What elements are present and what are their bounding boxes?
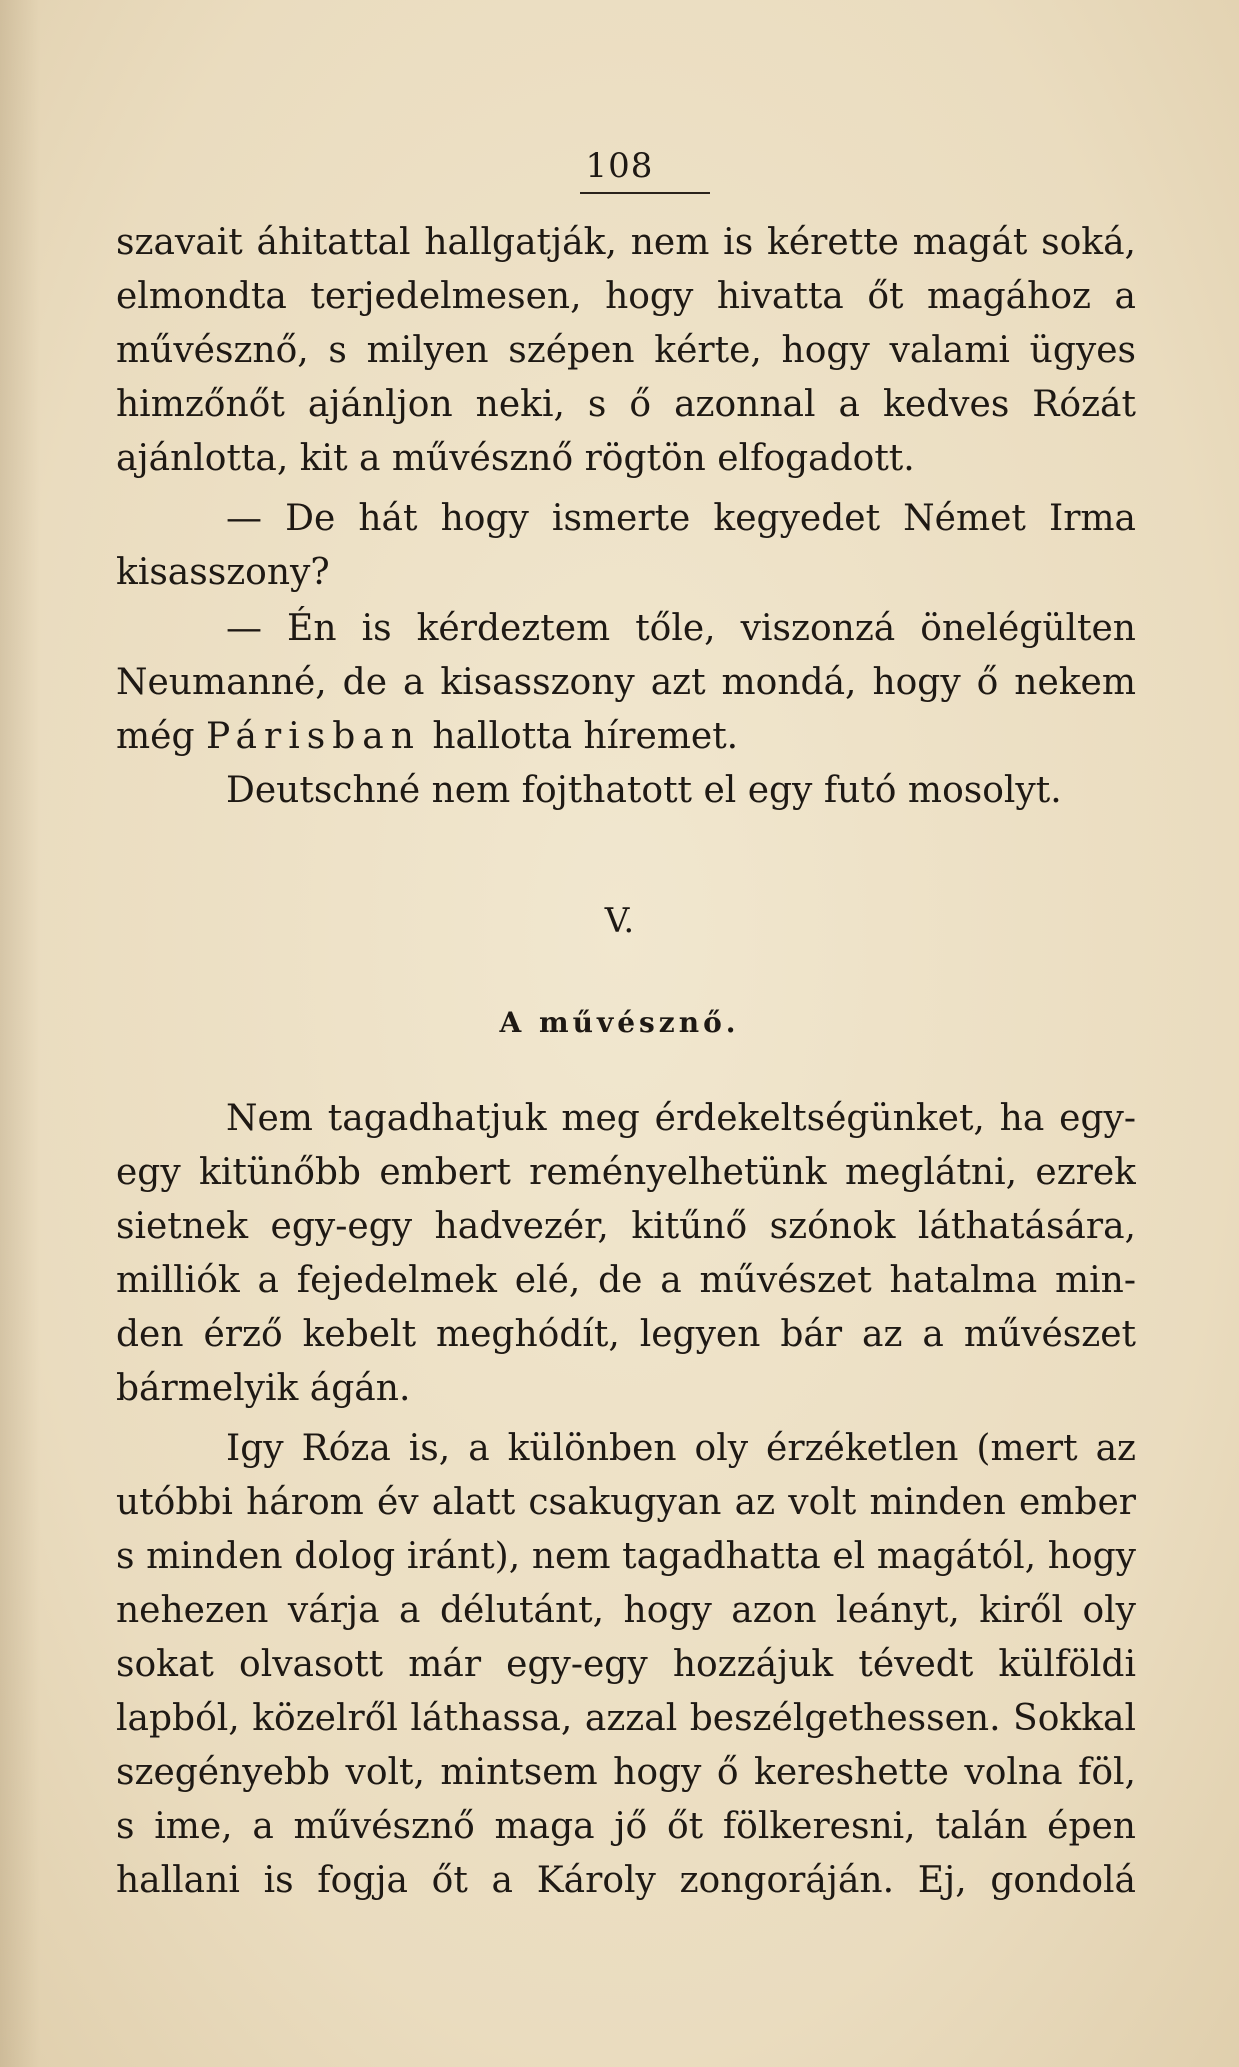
- text-line: szegényebb volt, mintsem hogy ő kereshette volna föl,: [116, 1752, 1136, 1793]
- text-line: Nem tagadhatjuk meg érdekeltségünket, ha egy-: [226, 1098, 1136, 1139]
- text-line: [116, 712, 1136, 762]
- text-line: den érző kebelt meghódít, legyen bár az a művészet: [116, 1314, 1136, 1355]
- text-line: lapból, közelről láthassa, azzal beszélgethessen. Sokkal: [116, 1698, 1136, 1739]
- text-line: s minden dolog iránt), nem tagadhatta el magától, hogy: [116, 1536, 1136, 1577]
- text-line: utóbbi három év alatt csakugyan az volt minden ember: [116, 1482, 1136, 1523]
- text-line: művésznő, s milyen szépen kérte, hogy valami ügyes: [116, 330, 1136, 371]
- text-line: himzőnőt ajánljon neki, s ő azonnal a kedves Rózát: [116, 384, 1136, 425]
- text-line: s ime, a művésznő maga jő őt fölkeresni, talán épen: [116, 1806, 1136, 1847]
- text-line: Neumanné, de a kisasszony azt mondá, hogy ő nekem: [116, 662, 1136, 703]
- text-line: bármelyik ágán.: [116, 1368, 411, 1409]
- text-line: szavait áhitattal hallgatják, nem is kérette magát soká,: [116, 222, 1136, 263]
- text-line: sietnek egy-egy hadvezér, kitűnő szónok láthatására,: [116, 1206, 1136, 1247]
- text-line: nehezen várja a délutánt, hogy azon leányt, kiről oly: [116, 1590, 1136, 1631]
- section-title: A művésznő.: [499, 1006, 740, 1039]
- text-line: sokat olvasott már egy-egy hozzájuk tévedt külföldi: [116, 1644, 1136, 1685]
- text-line: ajánlotta, kit a művésznő rögtön elfogadott.: [116, 438, 915, 479]
- text-fragment: még: [116, 716, 206, 757]
- page-number: 108: [585, 146, 654, 186]
- text-fragment: hallotta híremet.: [420, 716, 739, 757]
- text-line: — Én is kérdeztem tőle, viszonzá önelégülten: [226, 608, 1136, 649]
- text-line: Deutschné nem fojthatott el egy futó mosolyt.: [226, 770, 1062, 811]
- section-number: V.: [604, 901, 635, 941]
- text-line: hallani is fogja őt a Károly zongoráján. Ej, gondolá: [116, 1860, 1136, 1901]
- text-line: — De hát hogy ismerte kegyedet Német Irma: [226, 498, 1136, 539]
- page-number-rule: [580, 192, 710, 194]
- text-line: egy kitünőbb embert reményelhetünk meglátni, ezrek: [116, 1152, 1136, 1193]
- text-line: Igy Róza is, a különben oly érzéketlen (mert az: [226, 1428, 1136, 1469]
- text-line: kisasszony?: [116, 552, 330, 593]
- spaced-emphasis: Párisban: [205, 716, 421, 757]
- text-line: elmondta terjedelmesen, hogy hivatta őt magához a: [116, 276, 1136, 317]
- text-line: milliók a fejedelmek elé, de a művészet hatalma min-: [116, 1260, 1136, 1301]
